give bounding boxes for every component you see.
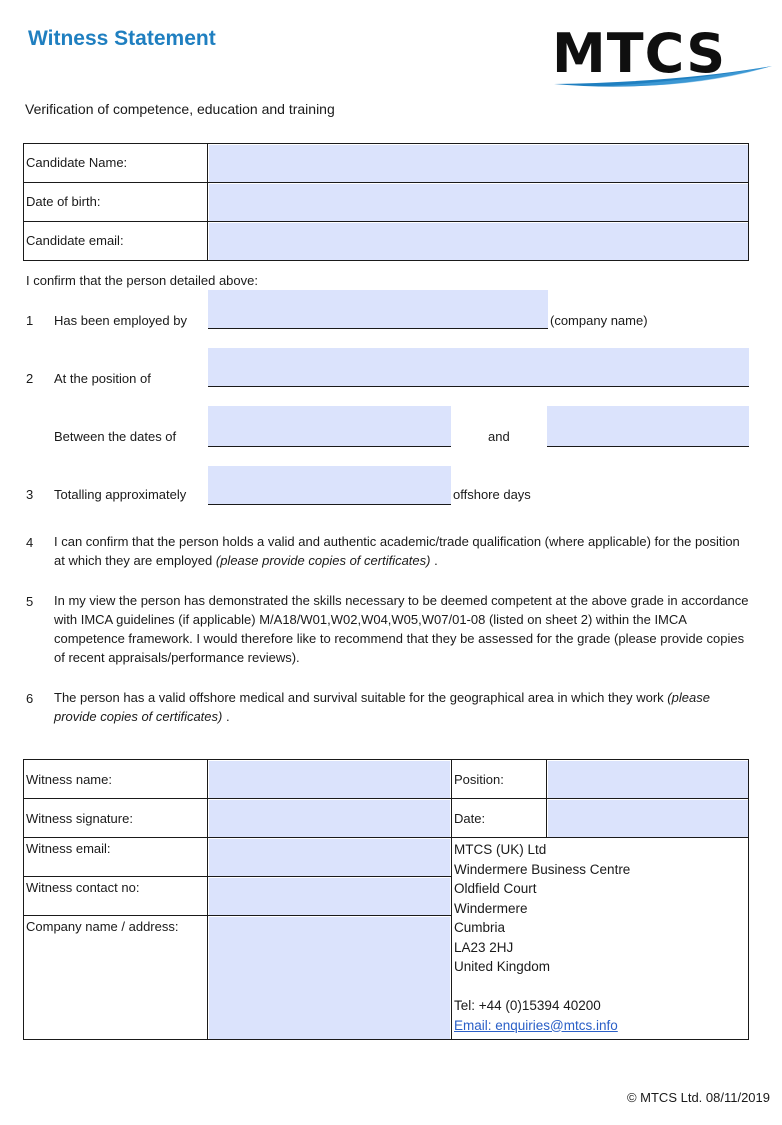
statement-6 xyxy=(54,688,754,726)
candidate-email-field[interactable] xyxy=(209,223,748,260)
witness-email-field[interactable] xyxy=(209,839,450,876)
page-title: Witness Statement xyxy=(28,27,216,50)
table-border xyxy=(748,143,749,260)
candidate-name-label: Candidate Name: xyxy=(26,155,128,170)
table-border xyxy=(23,759,24,1039)
company-field[interactable] xyxy=(208,290,548,329)
address-line: Windermere xyxy=(454,900,528,916)
witness-contact-label: Witness contact no: xyxy=(26,880,140,895)
table-border xyxy=(23,182,749,183)
address-line: United Kingdom xyxy=(454,959,551,974)
statement-5: In my view the person has demonstrated the skills necessary to be deemed competent at the above grade in accordance with IMCA guidelines (if applicable) M/A18/W01,W02,W04,W05,W07/01-08 (listed on sheet 2) within the IMCA competence framework. I would therefore like to recommend that they be assessed for the grade (please provide copies of recent appraisals/performance reviews). xyxy=(54,593,749,665)
candidate-email-label: Candidate email: xyxy=(26,233,124,248)
offshore-suffix: offshore days xyxy=(453,487,531,502)
statement-4-text: I can confirm that the person holds a valid and authentic academic/trade qualification (where applicable) for the position at which they are employed xyxy=(54,534,740,568)
confirm-intro: I confirm that the person detailed above: xyxy=(26,273,258,288)
table-border xyxy=(207,143,208,260)
table-border xyxy=(23,143,749,144)
footer-copyright: © MTCS Ltd. 08/11/2019 xyxy=(626,1090,770,1105)
company-address-field[interactable] xyxy=(209,917,450,1039)
end-date-field[interactable] xyxy=(547,406,749,447)
position-field[interactable] xyxy=(208,348,749,387)
total-label: Totalling approximately xyxy=(54,487,187,502)
and-label: and xyxy=(488,429,510,444)
item-number: 3 xyxy=(26,487,34,502)
statement-6-note: (please provide copies of certificates) xyxy=(54,690,710,724)
email-link[interactable]: Email: enquiries@mtcs.info xyxy=(454,1017,618,1033)
address-line: LA23 2HJ xyxy=(454,939,514,955)
witness-name-label: Witness name: xyxy=(26,772,112,787)
table-border xyxy=(23,759,749,760)
witness-contact-field[interactable] xyxy=(209,878,450,915)
item-number: 4 xyxy=(26,535,34,550)
witness-email-label: Witness email: xyxy=(26,841,111,856)
address-line: Oldfield Court xyxy=(454,881,537,896)
telephone: Tel: +44 (0)15394 40200 xyxy=(454,998,601,1013)
statement-4-end: . xyxy=(430,553,438,568)
table-border xyxy=(546,759,547,837)
address-line: MTCS (UK) Ltd xyxy=(454,842,547,857)
table-border xyxy=(207,759,208,1039)
mtcs-address xyxy=(454,840,630,1035)
table-border xyxy=(23,798,749,799)
statement-6-end: . xyxy=(222,709,230,724)
address-line: Windermere Business Centre xyxy=(454,861,631,877)
witness-date-field[interactable] xyxy=(548,800,748,837)
item-number: 6 xyxy=(26,691,34,706)
address-line: Cumbria xyxy=(454,920,506,935)
offshore-days-field[interactable] xyxy=(208,466,451,505)
table-border xyxy=(23,143,24,260)
table-border xyxy=(23,221,749,222)
witness-signature-field[interactable] xyxy=(209,800,450,837)
candidate-name-field[interactable] xyxy=(209,145,748,182)
table-border xyxy=(451,759,452,1039)
start-date-field[interactable] xyxy=(208,406,451,447)
employed-label: Has been employed by xyxy=(54,313,187,328)
statement-4 xyxy=(54,532,754,570)
table-border xyxy=(748,759,749,1039)
item-number: 5 xyxy=(26,594,34,609)
witness-position-field[interactable] xyxy=(548,761,748,798)
table-border xyxy=(23,260,749,261)
dob-field[interactable] xyxy=(209,184,748,221)
position-label: At the position of xyxy=(54,371,151,386)
witness-signature-label: Witness signature: xyxy=(26,811,133,826)
page-subtitle: Verification of competence, education and training xyxy=(25,101,335,117)
mtcs-logo xyxy=(548,22,776,94)
dates-label: Between the dates of xyxy=(54,429,177,444)
company-suffix: (company name) xyxy=(550,313,648,328)
table-border xyxy=(23,1039,749,1040)
statement-4-note: (please provide copies of certificates) xyxy=(215,553,431,568)
witness-name-field[interactable] xyxy=(209,761,450,798)
company-address-label: Company name / address: xyxy=(26,919,179,934)
position-label: Position: xyxy=(454,772,504,787)
item-number: 2 xyxy=(26,371,34,386)
table-border xyxy=(23,876,451,877)
statement-6-text: The person has a valid offshore medical and survival suitable for the geographical area in which they work xyxy=(54,690,668,705)
logo-text: MTCS xyxy=(552,22,727,85)
date-label: Date: xyxy=(454,811,486,826)
table-border xyxy=(23,837,749,838)
dob-label: Date of birth: xyxy=(26,194,101,209)
item-number: 1 xyxy=(26,313,34,328)
table-border xyxy=(23,915,451,916)
